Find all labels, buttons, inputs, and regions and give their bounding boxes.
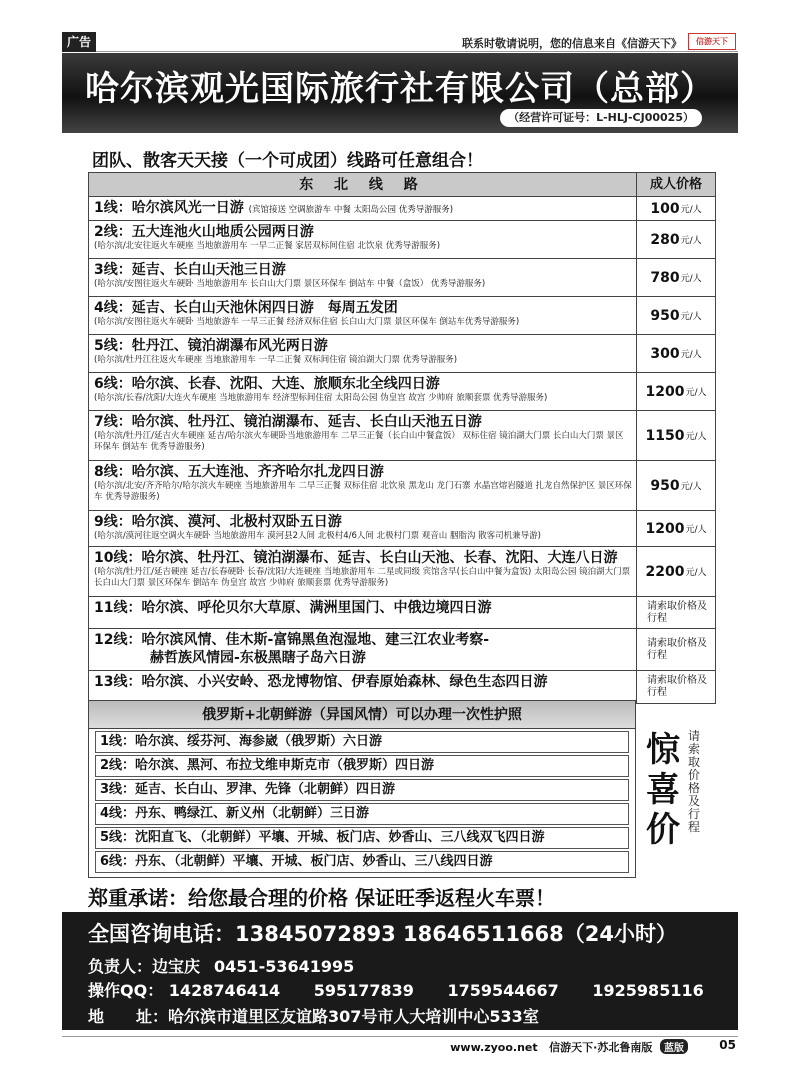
route-info xyxy=(89,197,637,220)
route-title-text: 10线：哈尔滨、牡丹江、镜泊湖瀑布、延吉、长白山天池、长春、沈阳、大连八日游 xyxy=(94,550,618,566)
northeast-routes-table xyxy=(88,172,716,704)
route-desc: (哈尔滨/安图往返火车硬卧 当地旅游用车 长白山大门票 景区环保车 倒站车 中餐（盒饭） 优秀导游服务) xyxy=(94,279,486,289)
route-desc: (哈尔滨/牡丹江/延吉火车硬座 延吉/哈尔滨火车硬卧当地旅游用车 二早三正餐（长白山中餐盒饭） 双标住宿 镜泊湖大门票 长白山大门票 景区环保车 倒站车 优秀导游服务) xyxy=(94,431,624,452)
surprise-char: 惊 xyxy=(646,730,680,770)
route-desc: (哈尔滨/北安/齐齐哈尔/哈尔滨火车硬座 当地旅游用车 二早三正餐 双标住宿 北饮泉 黑龙山 龙门石寨 水晶宫熔岩隧道 扎龙自然保护区 景区环保车 优秀导游服务) xyxy=(94,481,632,502)
route-info xyxy=(89,547,637,596)
price-value: 950 xyxy=(650,477,680,494)
route-title xyxy=(94,463,632,481)
route-row xyxy=(89,411,715,461)
route-title-text: 9线：哈尔滨、漠河、北极村双卧五日游 xyxy=(94,514,342,530)
license-number: （经营许可证号：L-HLJ-CJ00025） xyxy=(500,109,702,127)
route-title-text: 12线：哈尔滨风情、佳木斯-富锦黑鱼泡湿地、建三江农业考察- xyxy=(94,632,490,648)
route-inline-desc: (宾馆接送 空调旅游车 中餐 太阳岛公园 优秀导游服务) xyxy=(248,205,454,215)
route-info xyxy=(89,259,637,296)
price-unit: 元/人 xyxy=(680,312,702,322)
route-price xyxy=(637,461,715,510)
ask-char: 请 xyxy=(687,729,700,743)
ask-char: 格 xyxy=(687,781,700,795)
route-info xyxy=(89,221,637,258)
route-desc: (哈尔滨/长春/沈阳/大连火车硬座 当地旅游用车 经济型标间住宿 太阳岛公园 伪皇宫 故宫 少帅府 旅顺套票 优秀导游服务) xyxy=(94,393,548,403)
route-title-text: 2线：五大连池火山地质公园两日游 xyxy=(94,224,314,240)
top-bar xyxy=(62,32,738,52)
ask-char: 及 xyxy=(687,794,700,808)
route-row xyxy=(89,671,715,703)
price-value: 1150 xyxy=(645,427,685,444)
route-ask-price: 请索取价格及行程 xyxy=(647,600,707,624)
qq-row xyxy=(88,978,704,1001)
route-title-text: 7线：哈尔滨、牡丹江、镜泊湖瀑布、延吉、长白山天池五日游 xyxy=(94,414,482,430)
price-unit: 元/人 xyxy=(685,388,707,398)
footer-site[interactable]: www.zyoo.net xyxy=(450,1041,538,1054)
address-label: 地 址： xyxy=(88,1007,169,1026)
route-price xyxy=(637,373,715,410)
route-title xyxy=(94,299,632,317)
price-value: 100 xyxy=(650,200,680,217)
footer-info xyxy=(450,1039,688,1055)
ask-char: 行 xyxy=(687,807,700,821)
route-info xyxy=(89,671,637,703)
price-unit: 元/人 xyxy=(685,432,707,442)
slogan: 团队、散客天天接（一个可成团）线路可任意组合！ xyxy=(92,151,483,171)
ask-char: 索 xyxy=(687,742,700,756)
edition-badge: 蓝版 xyxy=(660,1039,688,1054)
price-unit: 元/人 xyxy=(680,350,702,360)
route-desc: (哈尔滨/北安往返火车硬座 当地旅游用车 一早二正餐 家居双标间住宿 北饮泉 优秀导游服务) xyxy=(94,241,441,251)
route-title-text: 5线：牡丹江、镜泊湖瀑布风光两日游 xyxy=(94,338,328,354)
route-info xyxy=(89,335,637,372)
abroad-route: 1线：哈尔滨、绥芬河、海参崴（俄罗斯）六日游 xyxy=(95,731,629,753)
route-price xyxy=(637,547,715,596)
company-name: 哈尔滨观光国际旅行社有限公司（总部） xyxy=(85,69,715,109)
surprise-char: 喜 xyxy=(646,770,680,810)
route-title xyxy=(94,599,632,617)
surprise-char: 价 xyxy=(646,810,680,850)
abroad-route: 3线：延吉、长白山、罗津、先锋（北朝鲜）四日游 xyxy=(95,779,629,801)
abroad-route: 6线：丹东、（北朝鲜）平壤、开城、板门店、妙香山、三八线四日游 xyxy=(95,851,629,873)
route-row xyxy=(89,511,715,547)
promise-text: 郑重承诺：给您最合理的价格 保证旺季返程火车票！ xyxy=(88,886,555,910)
address-text: 哈尔滨市道里区友谊路307号市人大培训中心533室 xyxy=(168,1007,539,1026)
route-row xyxy=(89,197,715,221)
price-value: 950 xyxy=(650,307,680,324)
source-note: 联系时敬请说明，您的信息来自《信游天下》 xyxy=(462,37,682,50)
route-price xyxy=(637,197,715,220)
route-info xyxy=(89,597,637,628)
route-info xyxy=(89,373,637,410)
route-row xyxy=(89,597,715,629)
route-title-text: 1线：哈尔滨风光一日游 xyxy=(94,200,244,216)
qq-number: 1759544667 xyxy=(447,981,559,1000)
route-title-text: 6线：哈尔滨、长春、沈阳、大连、旅顺东北全线四日游 xyxy=(94,376,440,392)
route-title-text: 4线：延吉、长白山天池休闲四日游 每周五发团 xyxy=(94,300,398,316)
publisher-logo: 信游天下 xyxy=(688,33,736,50)
route-price xyxy=(637,221,715,258)
price-unit: 元/人 xyxy=(680,482,702,492)
route-ask-price: 请索取价格及行程 xyxy=(647,637,707,661)
abroad-section xyxy=(88,700,716,878)
price-value: 1200 xyxy=(645,383,685,400)
route-ask-price: 请索取价格及行程 xyxy=(647,675,707,698)
route-title xyxy=(94,337,632,355)
route-row xyxy=(89,297,715,335)
route-title-text: 13线：哈尔滨、小兴安岭、恐龙博物馆、伊春原始森林、绿色生态四日游 xyxy=(94,674,548,690)
contact-panel xyxy=(62,912,738,1030)
price-value: 2200 xyxy=(645,563,685,580)
route-info xyxy=(89,511,637,546)
ask-char: 取 xyxy=(687,755,700,769)
price-value: 300 xyxy=(650,345,680,362)
company-header xyxy=(62,53,738,133)
route-info xyxy=(89,297,637,334)
route-row xyxy=(89,461,715,511)
qq-number: 1428746414 xyxy=(168,981,281,1000)
qq-number: 595177839 xyxy=(313,981,414,1000)
route-info xyxy=(89,461,637,510)
route-price xyxy=(637,511,715,546)
abroad-route: 2线：哈尔滨、黑河、布拉戈维申斯克市（俄罗斯）四日游 xyxy=(95,755,629,777)
route-row xyxy=(89,221,715,259)
route-desc: (哈尔滨/漠河往返空调火车硬卧 当地旅游用车 漠河县2人间 北极村4/6人间 北极村门票 观音山 胭脂沟 散客司机兼导游) xyxy=(94,531,542,541)
route-row xyxy=(89,629,715,671)
route-price xyxy=(637,335,715,372)
hotline-label: 全国咨询电话： xyxy=(88,922,235,946)
page-footer xyxy=(62,1036,738,1054)
hotline-numbers: 13845072893 18646511668（24小时） xyxy=(235,922,677,946)
abroad-route: 4线：丹东、鸭绿江、新义州（北朝鲜）三日游 xyxy=(95,803,629,825)
address-row xyxy=(88,1004,539,1027)
abroad-box xyxy=(88,700,636,878)
manager-name: 边宝庆 xyxy=(152,957,201,976)
footer-publication: 信游天下·苏北鲁南版 xyxy=(549,1041,653,1054)
route-row xyxy=(89,373,715,411)
abroad-header: 俄罗斯+北朝鲜游（异国风情）可以办理一次性护照 xyxy=(89,701,635,729)
route-price xyxy=(637,259,715,296)
route-title xyxy=(94,223,632,241)
price-unit: 元/人 xyxy=(680,274,702,284)
route-row xyxy=(89,335,715,373)
route-title-text: 11线：哈尔滨、呼伦贝尔大草原、满洲里国门、中俄边境四日游 xyxy=(94,600,492,616)
route-title xyxy=(94,261,632,279)
routes-header-left: 东 北 线 路 xyxy=(89,173,637,196)
price-value: 780 xyxy=(650,269,680,286)
manager-label: 负责人： xyxy=(88,957,153,976)
routes-header xyxy=(89,173,715,197)
page-number: 05 xyxy=(719,1038,736,1052)
route-title xyxy=(94,513,632,531)
route-title xyxy=(94,673,632,691)
price-unit: 元/人 xyxy=(680,205,702,215)
price-value: 1200 xyxy=(645,520,685,537)
price-value: 280 xyxy=(650,231,680,248)
ask-price-note xyxy=(686,730,702,834)
route-price xyxy=(637,411,715,460)
route-info xyxy=(89,629,637,670)
route-title xyxy=(94,549,632,567)
route-desc: (哈尔滨/牡丹江往返火车硬座 当地旅游用车 一早二正餐 双标间住宿 镜泊湖大门票 优秀导游服务) xyxy=(94,355,458,365)
price-unit: 元/人 xyxy=(680,236,702,246)
route-row xyxy=(89,547,715,597)
price-unit: 元/人 xyxy=(685,525,707,535)
abroad-route: 5线：沈阳直飞、（北朝鲜）平壤、开城、板门店、妙香山、三八线双飞四日游 xyxy=(95,827,629,849)
surprise-price xyxy=(646,730,680,850)
route-desc: (哈尔滨/牡丹江/延吉硬座 延吉/长春硬卧 长春/沈阳/大连硬座 当地旅游用车 二星或同级 宾馆含早(长白山中餐为盒饭) 太阳岛公园 镜泊湖大门票 长白山大门票 景区环保车 倒站车 伪皇宫 故宫 少帅府 旅顺套票 优秀导游服务) xyxy=(94,567,631,588)
manager-phone: 0451-53641995 xyxy=(214,957,355,976)
route-price xyxy=(637,297,715,334)
route-desc: (哈尔滨/安图往返火车硬卧 当地旅游车 一早三正餐 经济双标住宿 长白山大门票 景区环保车 倒站车优秀导游服务) xyxy=(94,317,520,327)
route-title xyxy=(94,631,632,649)
route-title-text: 8线：哈尔滨、五大连池、齐齐哈尔扎龙四日游 xyxy=(94,464,384,480)
qq-label: 操作QQ： xyxy=(88,981,164,1000)
route-title xyxy=(94,375,632,393)
manager-row xyxy=(88,954,354,977)
ad-label: 广告 xyxy=(62,32,96,52)
route-title-line2: 赫哲族风情园-东极黑瞎子岛六日游 xyxy=(150,650,366,666)
route-title xyxy=(94,413,632,431)
route-row xyxy=(89,259,715,297)
route-info xyxy=(89,411,637,460)
route-title-text: 3线：延吉、长白山天池三日游 xyxy=(94,262,286,278)
qq-number: 1925985116 xyxy=(592,981,704,1000)
ask-char: 价 xyxy=(687,768,700,782)
hotline-row xyxy=(88,918,677,948)
price-unit: 元/人 xyxy=(685,568,707,578)
route-title xyxy=(94,199,632,219)
routes-header-right: 成人价格 xyxy=(649,177,702,192)
ask-char: 程 xyxy=(687,820,700,834)
